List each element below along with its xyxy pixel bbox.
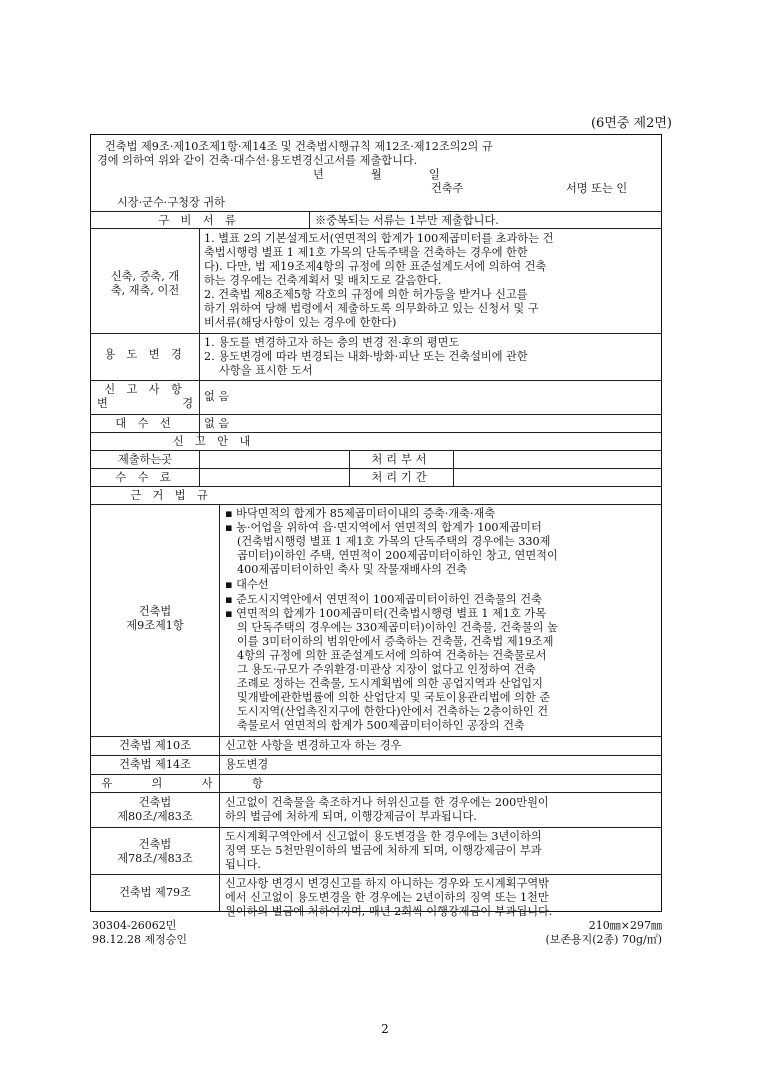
new-build-text-2: 축법시행령 별표 1 제1호 가목의 단독주택을 건축하는 경우에 한한 bbox=[204, 246, 528, 259]
art9-label-1: 건축법 bbox=[138, 605, 172, 618]
art14-text: 용도변경 bbox=[225, 758, 269, 771]
use-change-text-1: 1. 용도를 변경하고자 하는 층의 변경 전·후의 평면도 bbox=[204, 336, 460, 349]
bullet-2-line-2: (건축법시행령 별표 1 제1호 가목의 단독주택의 경우에는 330제 bbox=[237, 535, 551, 548]
bullet-2-line-3: 곱미터)이하인 주택, 연면적이 200제곱미터이하인 창고, 연면적이 bbox=[237, 549, 558, 562]
note3-text-1: 신고사항 변경시 변경신고를 하지 아니하는 경우와 도시계획구역밖 bbox=[225, 877, 549, 890]
date-month: 월 bbox=[371, 168, 382, 181]
bullet-mark: ▪ bbox=[225, 593, 233, 606]
processing-period-label: 처리기간 bbox=[371, 471, 431, 484]
processing-dept-label: 처리부서 bbox=[371, 453, 431, 466]
page-number: 2 bbox=[381, 1022, 389, 1036]
note3-text-3: 원이하의 벌금에 처하여지며, 매년 2회씩 이행강제금이 부과됩니다. bbox=[225, 905, 553, 918]
paper-size: 210㎜×297㎜ bbox=[588, 919, 662, 932]
new-build-text-7: 비서류(해당사항이 있는 경우에 한한다) bbox=[204, 316, 397, 329]
major-repair-text: 없 음 bbox=[204, 417, 230, 430]
intro-line-1: 건축법 제9조·제10조제1항·제14조 및 건축법시행규칙 제12조·제12조의2의 규 bbox=[105, 140, 493, 153]
note3-label: 건축법 제79조 bbox=[119, 886, 191, 899]
note1-text-2: 하의 벌금에 처하게 되며, 이행강제금이 부과됩니다. bbox=[225, 810, 477, 823]
form-code: 30304-26062민 bbox=[92, 919, 177, 932]
note2-text-1: 도시계획구역안에서 신고없이 용도변경을 한 경우에는 3년이하의 bbox=[225, 830, 542, 843]
page-label: (6면중 제2면) bbox=[590, 116, 672, 131]
date-year: 년 bbox=[313, 168, 324, 181]
paper-spec: (보존용지(2종) 70g/㎡) bbox=[545, 933, 662, 946]
bullet-mark: ▪ bbox=[225, 578, 233, 591]
new-build-label-2: 축, 재축, 이전 bbox=[110, 284, 180, 297]
major-repair-label: 대 수 선 bbox=[115, 417, 175, 430]
bullet-5-line-8: 도시지역(산업촉진지구에 한한다)안에서 건축하는 2층이하인 건 bbox=[237, 705, 549, 718]
new-build-label-1: 신축, 증축, 개 bbox=[110, 270, 180, 283]
documents-note: ※중복되는 서류는 1부만 제출합니다. bbox=[315, 214, 499, 227]
fee-label: 수 수 료 bbox=[115, 471, 175, 484]
use-change-text-2: 2. 용도변경에 따라 변경되는 내화·방화·피난 또는 건축설비에 관한 bbox=[204, 350, 528, 363]
bullet-3: ▪ 대수선 bbox=[225, 578, 269, 591]
bullet-5-line-7: 및개발에관한법률에 의한 산업단지 및 국토이용관리법에 의한 준 bbox=[237, 691, 551, 704]
recipient: 시장·군수·구청장 귀하 bbox=[117, 196, 225, 209]
note1-label-1: 건축법 bbox=[138, 796, 172, 809]
art14-label: 건축법 제14조 bbox=[119, 758, 191, 771]
applicant-label: 건축주 bbox=[431, 182, 464, 195]
use-change-text-3: 사항을 표시한 도서 bbox=[219, 364, 313, 377]
report-change-text: 없 음 bbox=[204, 390, 230, 403]
bullet-4: ▪ 준도시지역안에서 연면적이 100제곱미터이하인 건축물의 건축 bbox=[225, 593, 542, 606]
bullet-5-line-9: 축물로서 연면적의 합계가 500제곱미터이하인 공장의 건축 bbox=[237, 719, 525, 732]
note2-label-1: 건축법 bbox=[138, 838, 172, 851]
bullet-2-line-4: 400제곱미터이하인 축사 및 작물재배사의 건축 bbox=[237, 563, 468, 576]
new-build-text-4: 하는 경우에는 건축계획서 및 배치도로 갈음한다. bbox=[204, 274, 442, 287]
bullet-5-line-3: 이를 3미터이하의 범위안에서 증축하는 건축물, 건축법 제19조제 bbox=[237, 635, 554, 648]
submit-place-label: 제출하는곳 bbox=[117, 453, 173, 466]
note3-text-2: 에서 신고없이 용도변경을 한 경우에는 2년이하의 징역 또는 1천만 bbox=[225, 891, 549, 904]
report-change-label-2: 변 경 bbox=[97, 397, 193, 410]
art10-text: 신고한 사항을 변경하고자 하는 경우 bbox=[225, 739, 402, 752]
notes-header: 유 의 사 항 bbox=[101, 777, 281, 790]
bullet-mark: ▪ bbox=[225, 607, 233, 620]
documents-header: 구 비 서 류 bbox=[158, 214, 240, 227]
new-build-text-1: 1. 별표 2의 기본설계도서(연면적의 합계가 100제곱미터를 초과하는 건 bbox=[204, 232, 554, 245]
guide-header: 신 고 안 내 bbox=[172, 435, 255, 448]
bullet-5-line-6: 조례로 정하는 건축물, 도시계획법에 의한 공업지역과 산업입지 bbox=[237, 677, 543, 690]
note2-text-3: 됩니다. bbox=[225, 858, 261, 871]
note1-text-1: 신고없이 건축물을 축조하거나 허위신고를 한 경우에는 200만원이 bbox=[225, 796, 549, 809]
bullet-2: ▪ 농·어업을 위하여 읍·면지역에서 연면적의 합계가 100제곱미터 bbox=[225, 521, 542, 534]
bullet-5-line-4: 4항의 규정에 의한 표준설계도서에 의하여 건축하는 건축물로서 bbox=[237, 649, 547, 662]
legal-basis-header: 근 거 법 규 bbox=[130, 489, 212, 502]
report-change-label-1: 신 고 사 항 bbox=[104, 383, 186, 396]
bullet-5: ▪ 연면적의 합계가 100제곱미터(건축법시행령 별표 1 제1호 가목 bbox=[225, 607, 547, 620]
signature-label: 서명 또는 인 bbox=[566, 182, 628, 195]
bullet-mark: ▪ bbox=[225, 521, 233, 534]
bullet-1: ▪ 바닥면적의 합계가 85제곱미터이내의 증축·개축·재축 bbox=[225, 507, 496, 520]
new-build-text-6: 하기 위하여 당해 법령에서 제출하도록 의무화하고 있는 신청서 및 구 bbox=[204, 302, 539, 315]
note2-text-2: 징역 또는 5천만원이하의 벌금에 처하게 되며, 이행강제금이 부과 bbox=[225, 844, 542, 857]
report-form bbox=[90, 134, 662, 918]
note1-label-2: 제80조/제83조 bbox=[117, 810, 193, 823]
bullet-5-line-5: 그 용도·규모가 주위환경·미관상 지장이 없다고 인정하여 건축 bbox=[237, 663, 536, 676]
note2-label-2: 제78조/제83조 bbox=[117, 852, 193, 865]
use-change-label: 용 도 변 경 bbox=[104, 348, 186, 361]
bullet-mark: ▪ bbox=[225, 507, 233, 520]
date-day: 일 bbox=[429, 168, 440, 181]
intro-line-2: 경에 의하여 위와 같이 건축·대수선·용도변경신고서를 제출합니다. bbox=[97, 154, 418, 167]
art9-label-2: 제9조제1항 bbox=[126, 619, 184, 632]
new-build-text-5: 2. 건축법 제8조제5항 각호의 규정에 의한 허가등을 받거나 신고를 bbox=[204, 288, 528, 301]
bullet-5-line-2: 의 단독주택의 경우에는 330제곱미터)이하인 건축물, 건축물의 높 bbox=[237, 621, 558, 634]
new-build-text-3: 다). 다만, 법 제19조제4항의 규정에 의한 표준설계도서에 의하여 건축 bbox=[204, 260, 547, 273]
art10-label: 건축법 제10조 bbox=[119, 739, 191, 752]
approval-date: 98.12.28 제정승인 bbox=[92, 933, 187, 946]
